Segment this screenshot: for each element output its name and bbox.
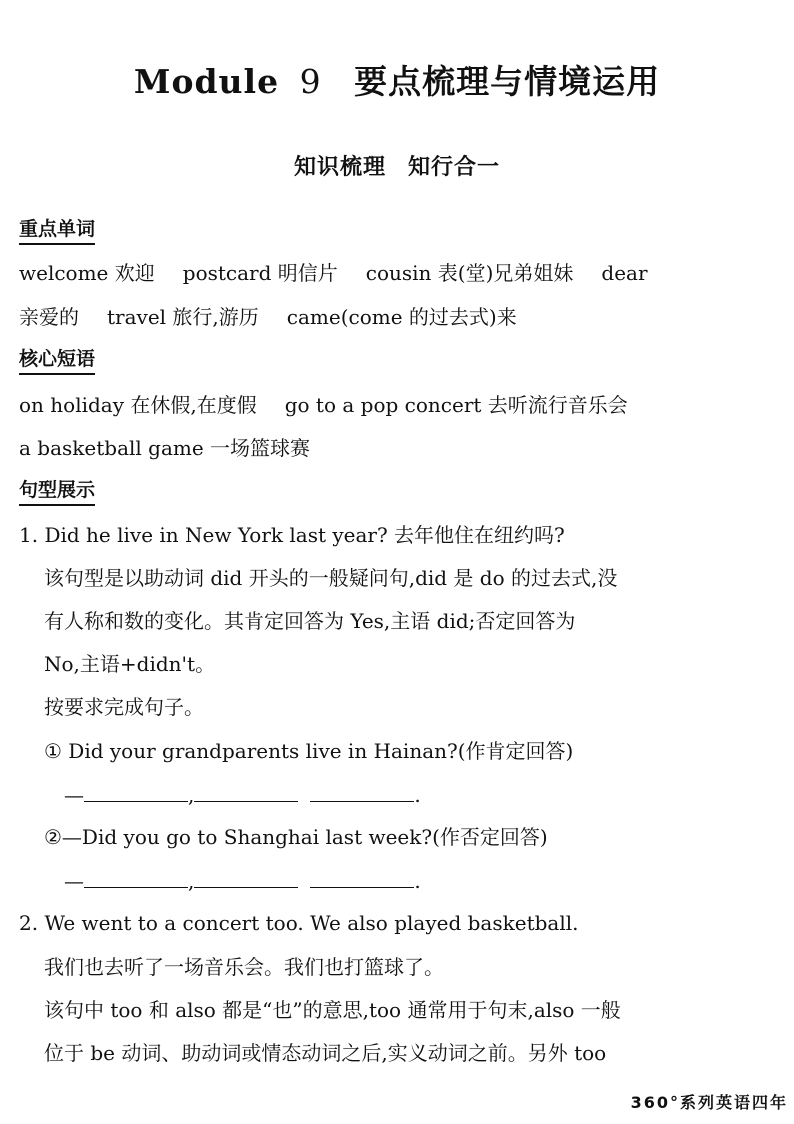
item2-explanation-1: 该句中 too 和 also 都是“也”的意思,too 通常用于句末,also 一般: [44, 998, 621, 1022]
vocab-item: dear: [601, 261, 648, 285]
subtitle-right: 知行合一: [408, 155, 501, 180]
title-chinese: 要点梳理与情境运用: [354, 62, 661, 101]
phrases-heading: 核心短语: [19, 346, 95, 375]
answer-comma: ,: [188, 869, 195, 893]
exercise-2-answer: — , .: [64, 866, 421, 896]
item2-question: 2. We went to a concert too. We also played basketball.: [19, 911, 579, 935]
section-subtitle: [0, 150, 794, 181]
vocab-item: cousin 表(堂)兄弟姐妹: [365, 261, 574, 285]
subtitle-left: 知识梳理: [293, 155, 386, 180]
answer-blank[interactable]: [310, 867, 414, 888]
item2-translation: 我们也去听了一场音乐会。我们也打篮球了。: [44, 955, 444, 979]
vocab-item: postcard 明信片: [182, 261, 338, 285]
phrases-line-2: a basketball game 一场篮球赛: [19, 436, 311, 460]
vocab-line-2: [19, 302, 517, 332]
answer-comma: ,: [188, 783, 195, 807]
exercise-1-answer: — , .: [64, 780, 421, 810]
item1-instruction: 按要求完成句子。: [44, 695, 204, 719]
answer-dash: —: [64, 783, 84, 807]
patterns-heading: 句型展示: [19, 477, 95, 506]
item1-explanation-2: 有人称和数的变化。其肯定回答为 Yes,主语 did;否定回答为: [44, 609, 576, 633]
vocab-item: 亲爱的: [19, 305, 79, 329]
answer-blank[interactable]: [194, 781, 298, 802]
answer-blank[interactable]: [84, 867, 188, 888]
vocab-heading: 重点单词: [19, 216, 95, 245]
item1-question: 1. Did he live in New York last year? 去年他住在纽约吗?: [19, 523, 565, 547]
page-title: [0, 56, 794, 103]
vocab-line-1: [19, 258, 648, 288]
item2-explanation-2: 位于 be 动词、助动词或情态动词之后,实义动词之前。另外 too: [44, 1041, 607, 1065]
title-module: Module: [133, 62, 280, 101]
title-number: 9: [299, 62, 322, 101]
item1-explanation-1: 该句型是以助动词 did 开头的一般疑问句,did 是 do 的过去式,没: [44, 566, 618, 590]
phrases-line-1: [19, 390, 628, 420]
page-footer: 360°系列英语四年: [630, 1093, 788, 1112]
vocab-item: travel 旅行,游历: [107, 305, 259, 329]
exercise-2: ②—Did you go to Shanghai last week?(作否定回答): [44, 825, 548, 849]
vocab-item: welcome 欢迎: [19, 261, 155, 285]
answer-blank[interactable]: [194, 867, 298, 888]
exercise-1: ① Did your grandparents live in Hainan?(作肯定回答): [44, 739, 574, 763]
answer-blank[interactable]: [310, 781, 414, 802]
phrase-item: on holiday 在休假,在度假: [19, 393, 257, 417]
phrase-item: go to a pop concert 去听流行音乐会: [284, 393, 628, 417]
answer-dash: —: [64, 869, 84, 893]
answer-blank[interactable]: [84, 781, 188, 802]
vocab-item: came(come 的过去式)来: [286, 305, 517, 329]
item1-explanation-3: No,主语+didn't。: [44, 652, 216, 676]
